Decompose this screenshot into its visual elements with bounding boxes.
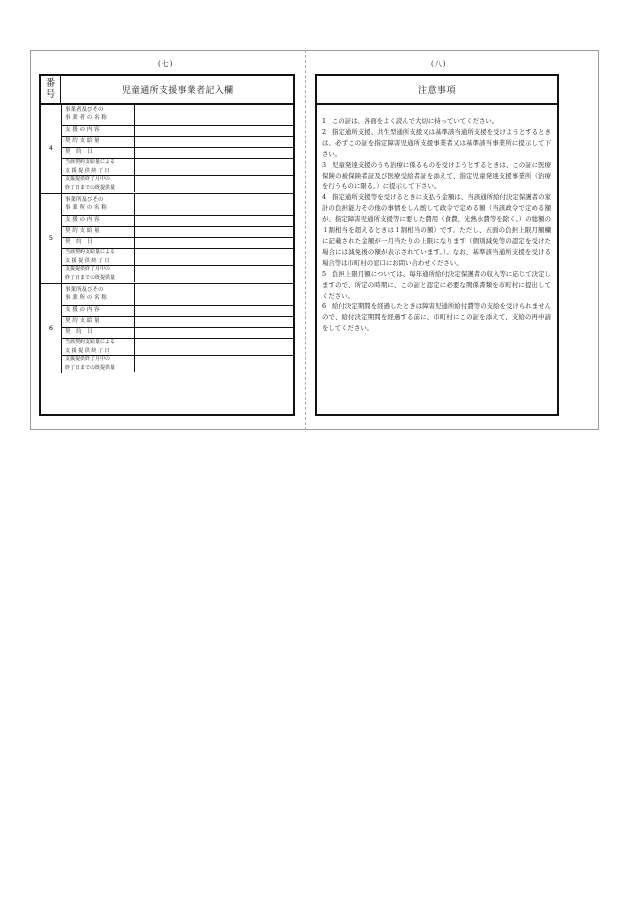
row-label-line1: 支 援 の 内 容 xyxy=(65,127,100,134)
note-text: 負担上限月額については、毎年通所給付決定保護者の収入等に応じて決定しますので、所定の時期に、この証と認定に必要な関係書類を市町村に提出してください。 xyxy=(322,269,551,300)
row-label-line1: 契 約 支 給 量 xyxy=(65,228,100,235)
entry-row-value-field[interactable] xyxy=(136,265,293,282)
row-label-line2: 支 援 提 供 終 了 日 xyxy=(65,257,110,264)
entry-row-label xyxy=(62,305,135,316)
entry-row-value-field[interactable] xyxy=(136,215,293,226)
group-number: 4 xyxy=(41,103,62,193)
note-number: 3 xyxy=(322,160,327,169)
row-label-line1: 契 約 支 給 量 xyxy=(65,318,100,325)
entry-row xyxy=(62,355,293,372)
note-item xyxy=(322,301,551,334)
row-label-line1: 契 約 日 xyxy=(65,329,93,336)
entry-row-label xyxy=(62,158,135,175)
provider-group-4 xyxy=(41,103,293,194)
group-number: 5 xyxy=(41,193,62,283)
entry-row-label xyxy=(62,215,135,226)
entry-row xyxy=(62,103,293,126)
entry-row-value-field[interactable] xyxy=(136,147,293,158)
entry-row xyxy=(62,193,293,216)
row-label-line2: 事 業 所 の 名 称 xyxy=(65,205,107,211)
note-number: 1 xyxy=(322,117,327,125)
page-number-left: (七) xyxy=(158,60,174,68)
provider-table-title: 児童通所支援事業者記入欄 xyxy=(121,86,234,96)
row-label-line2: 終了日までの既提供量 xyxy=(65,274,116,281)
row-label-line2: 事 業 者 の 名 称 xyxy=(65,115,107,121)
row-label-line1: 契 約 日 xyxy=(65,149,93,156)
row-label-line1: 事業所及びその xyxy=(65,196,104,203)
row-label-line1: 契 約 日 xyxy=(65,239,93,246)
number-header xyxy=(41,76,61,103)
row-label-line1: 当該契約支給量による xyxy=(65,339,116,345)
entry-row-value-field[interactable] xyxy=(136,237,293,248)
entry-row xyxy=(62,158,293,176)
entry-row-value-field[interactable] xyxy=(136,316,293,327)
row-label-line1: 支 援 の 内 容 xyxy=(65,217,100,224)
entry-row xyxy=(62,265,293,282)
entry-row-label xyxy=(62,338,135,355)
provider-group-5 xyxy=(41,193,293,284)
note-number: 2 xyxy=(322,127,327,136)
provider-entry-table xyxy=(39,74,295,416)
entry-row-value-field[interactable] xyxy=(136,125,293,136)
note-text: 児童発達支援のうち治療に係るものを受けようとするときは、この証に医療保険の被保険者証及び医療受給者証を添えて、指定児童発達支援事業所（治療を行うものに限る。）に提示して下さい。 xyxy=(322,160,551,191)
row-label-line1: 支援提供終了月中の xyxy=(65,266,111,272)
entry-row-label xyxy=(62,283,135,305)
row-label-line1: 当該契約支給量による xyxy=(65,159,116,165)
entry-row-value-field[interactable] xyxy=(136,158,293,175)
entry-row-label xyxy=(62,265,135,282)
note-item xyxy=(322,116,551,127)
notes-list xyxy=(322,116,551,334)
number-header-text: 番号 xyxy=(45,78,56,100)
row-label-line2: 事 業 所 の 名 称 xyxy=(65,295,107,301)
note-number: 4 xyxy=(322,193,327,202)
provider-table-header xyxy=(41,76,293,105)
notes-title: 注意事項 xyxy=(317,76,557,105)
entry-row-label xyxy=(62,136,135,147)
note-number: 5 xyxy=(322,269,327,278)
entry-row-value-field[interactable] xyxy=(136,248,293,265)
group-number: 6 xyxy=(41,283,62,373)
entry-row xyxy=(62,338,293,356)
entry-row-label xyxy=(62,316,135,327)
note-text: この証は、各面をよく読んで大切に持っていてください。 xyxy=(332,117,499,125)
row-label-line2: 支 援 提 供 終 了 日 xyxy=(65,167,110,174)
note-text: 指定通所支援、共生型通所支援又は基準該当通所支援を受けようとするときは、必ずこの証を指定障害児通所支援事業者又は基準該当事業所に提示して下さい。 xyxy=(322,127,551,158)
row-label-line1: 当該契約支給量による xyxy=(65,249,116,255)
note-text: 指定通所支援等を受けるときに支払う金額は、当該通所給付決定保護者の家計の負担能力その他の事情をしん酌して政令で定める額（当該政令で定める額が、指定障害児通所支援等に要した費用（食費、光熱水費等を除く。）の総額の１割相当を超えるときは１割相当の額）です。ただし、五面の負担上限月額欄に記載された金額が一月当たりの上限になります（個別減免等の認定を受けた場合には減免後の額が表示されています。）。なお、基準該当通所支援を受ける場合等は市町村の窓口にお問い合わせください。 xyxy=(322,193,551,267)
row-label-line1: 事業者及びその xyxy=(65,106,104,113)
entry-row-value-field[interactable] xyxy=(136,305,293,316)
note-item xyxy=(322,160,551,193)
row-label-line1: 事業所及びその xyxy=(65,286,104,293)
notes-table xyxy=(315,74,559,416)
entry-row-value-field[interactable] xyxy=(136,193,293,215)
page-number-right: (八) xyxy=(431,60,447,68)
row-label-line1: 支 援 の 内 容 xyxy=(65,307,100,314)
entry-row-value-field[interactable] xyxy=(136,338,293,355)
entry-row-label xyxy=(62,248,135,265)
row-label-line1: 支援提供終了月中の xyxy=(65,176,111,182)
entry-row-value-field[interactable] xyxy=(136,226,293,237)
entry-row-value-field[interactable] xyxy=(136,327,293,338)
entry-row-value-field[interactable] xyxy=(136,283,293,305)
note-item xyxy=(322,192,551,268)
row-label-line1: 契 約 支 給 量 xyxy=(65,138,100,145)
entry-row-value-field[interactable] xyxy=(136,103,293,125)
entry-row-label xyxy=(62,355,135,372)
provider-group-6 xyxy=(41,283,293,373)
entry-row xyxy=(62,175,293,192)
row-label-line2: 終了日までの既提供量 xyxy=(65,184,116,191)
entry-row-label xyxy=(62,125,135,136)
entry-row xyxy=(62,283,293,306)
entry-row-label xyxy=(62,237,135,248)
entry-row-label xyxy=(62,193,135,215)
entry-row-value-field[interactable] xyxy=(136,355,293,372)
entry-row-value-field[interactable] xyxy=(136,136,293,147)
entry-row-label xyxy=(62,175,135,192)
row-label-line1: 支援提供終了月中の xyxy=(65,356,111,362)
row-label-line2: 終了日までの既提供量 xyxy=(65,364,116,371)
page-fold-line xyxy=(305,50,306,430)
entry-row-label xyxy=(62,103,135,125)
note-number: 6 xyxy=(322,302,327,311)
entry-row-label xyxy=(62,147,135,158)
note-item xyxy=(322,127,551,160)
entry-row-value-field[interactable] xyxy=(136,175,293,192)
note-text: 給付決定期間を経過したときは障害児通所給付費等の支給を受けられませんので、給付決定期間を経過する前に、市町村にこの証を添えて、支給の再申請をしてください。 xyxy=(322,302,551,333)
note-item xyxy=(322,269,551,302)
entry-row xyxy=(62,248,293,266)
row-label-line2: 支 援 提 供 終 了 日 xyxy=(65,347,110,354)
entry-row-label xyxy=(62,327,135,338)
entry-row-label xyxy=(62,226,135,237)
